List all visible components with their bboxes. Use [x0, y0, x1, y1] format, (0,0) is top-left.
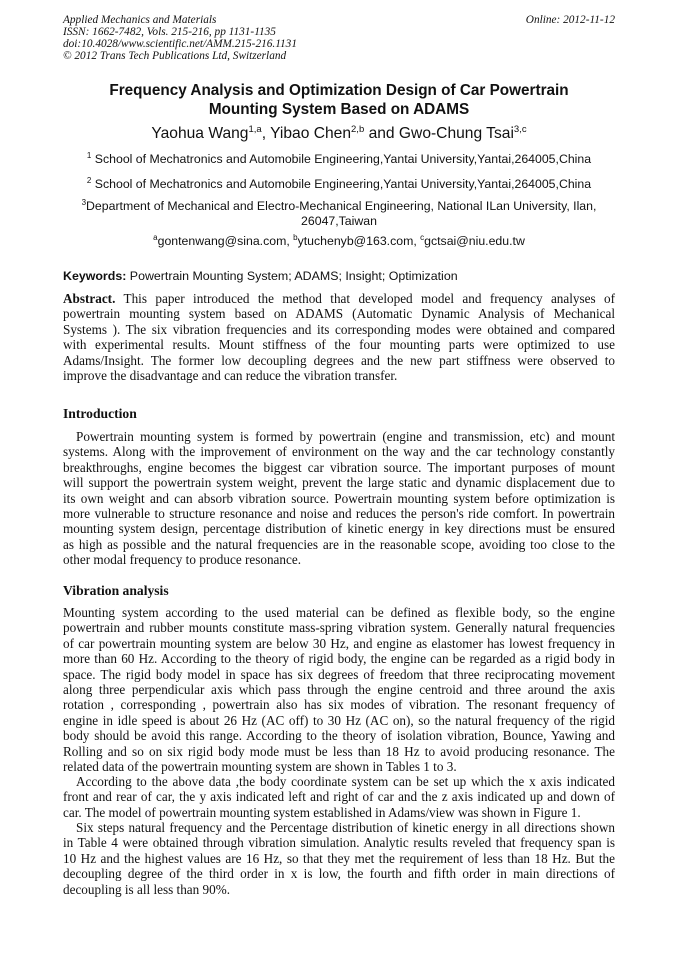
email-link[interactable]: gontenwang@sina.com,: [157, 234, 294, 248]
abstract-label: Abstract.: [63, 291, 116, 306]
keywords: [63, 269, 623, 284]
email-link[interactable]: gctsai@niu.edu.tw: [424, 234, 525, 248]
paragraph-line: Six steps natural frequency and the Percentage distribution of kinetic energy in all directions shown: [76, 820, 615, 835]
affiliation-text-continued: 26047,Taiwan: [301, 214, 377, 228]
paragraph-line: as high as possible and the natural frequencies are in the reasonable scope, avoiding too close to the: [63, 536, 615, 552]
abstract-line: This paper introduced the method that developed model and frequency analyses of: [115, 291, 615, 306]
paragraph-line: of car powertrain mounting system are below 30 Hz, and engine as elastomer has lowest frequency in: [63, 635, 615, 651]
section-heading-introduction: Introduction: [63, 406, 137, 421]
abstract: [63, 291, 615, 383]
author-emails: [20, 234, 658, 249]
paragraph-line: 10 Hz and the highest values are 16 Hz, so that they met the requirement of less than 18 Hz. But the: [63, 850, 615, 866]
journal-doi[interactable]: doi:10.4028/www.scientific.net/AMM.215-216.1131: [63, 38, 297, 50]
affiliation-marker: 3: [81, 198, 87, 207]
paragraph-line: systems. Along with the improvement of environment on the way and the car technology constantly: [63, 444, 615, 460]
paragraph-line: engine in idle speed is about 26 Hz (AC off) to 30 Hz (AC on), so the natural frequency of the rigid: [63, 712, 615, 728]
paragraph-line: more vulnerable to structure resonance and noise and reduces the person's ride comfort. In powertrain: [63, 506, 615, 522]
vibration-paragraph-3: [63, 820, 615, 897]
paragraph-line: rotation , corresponding , powertrain also has six modes of vibration. The resonant frequency of: [63, 697, 615, 713]
affiliation-marker: 1: [86, 151, 92, 160]
keywords-text: Powertrain Mounting System; ADAMS; Insight; Optimization: [126, 269, 458, 283]
journal-name: Applied Mechanics and Materials: [63, 14, 217, 26]
paragraph-line: breakthroughs, engine becomes the biggest car vibration source. The important purposes of mount: [63, 459, 615, 475]
abstract-line: powertrain mounting system based on ADAMS (Automatic Dynamic Analysis of Mechanical: [63, 306, 615, 322]
paragraph-line: space. The rigid body model in space has six degrees of freedom that three reciprocating movement: [63, 666, 615, 682]
paragraph-line: in Table 4 were obtained through vibration simulation. Analytic results reveled that frequency span is: [63, 835, 615, 851]
author-affiliation-marker: 3,c: [513, 124, 527, 135]
affiliation-3: [20, 199, 658, 229]
keywords-label: Keywords:: [63, 269, 127, 283]
paragraph-line: other modal frequency to produce resonance.: [63, 552, 302, 568]
abstract-line: Systems ). The six vibration frequencies and its corresponding modes were obtained and compared: [63, 321, 615, 337]
vibration-paragraph-1: [63, 605, 615, 774]
vibration-paragraph-2: [63, 774, 615, 820]
affiliation-marker: 2: [86, 176, 92, 185]
email-marker: c: [420, 233, 425, 242]
journal-header: [63, 14, 615, 62]
paragraph-line: car. The model of powertrain mounting system established in Adams/view was shown in Figure 1.: [63, 804, 581, 820]
abstract-line: Adams/Insight. The former low decoupling degrees and the new part stiffness were observed to: [63, 352, 615, 368]
paper-title: [40, 81, 638, 119]
paragraph-line: related data of the powertrain mounting system are shown in Tables 1 to 3.: [63, 759, 457, 775]
affiliation-1: [20, 152, 658, 167]
paragraph-line: Mounting system according to the used material can be defined as flexible body, so the engine: [63, 605, 615, 620]
paper-title-line-1: Frequency Analysis and Optimization Design of Car Powertrain: [109, 82, 569, 99]
paragraph-line: front and rear of car, the y axis indicated left and right of car and the z axis indicated up and down of: [63, 789, 615, 805]
paragraph-line: Rolling and so on six rigid body mode must be less than 18 Hz to avoid producing resonance. The: [63, 743, 615, 759]
paragraph-line: mounting system design, percentage distribution of kinetic energy in key directions must be ensured: [63, 521, 615, 537]
author-list: [20, 124, 658, 144]
paper-title-line-2: Mounting System Based on ADAMS: [208, 101, 470, 118]
paragraph-line: along three perpendicular axis which pass through the engine centroid and three around the axis: [63, 682, 615, 698]
paragraph-line: powertrain and rubber mounts constitute mass-spring vibration system. Generally natural frequencies: [63, 620, 615, 636]
paragraph-line: decoupling degree of the third order in x is low, the fourth and fifth order in main directions of: [63, 866, 615, 882]
author-name: Yibao Chen: [270, 125, 352, 142]
abstract-line: improve the disadvantage and can reduce the vibration transfer.: [63, 368, 398, 384]
paragraph-line: its own weight and can absorb vibration source. Powertrain mounting system before optimization is: [63, 490, 615, 506]
author-name: Yaohua Wang: [151, 125, 249, 142]
email-marker: a: [153, 233, 158, 242]
section-heading-vibration-analysis: Vibration analysis: [63, 583, 169, 598]
author-separator: ,: [261, 125, 271, 142]
author-affiliation-marker: 1,a: [248, 124, 262, 135]
online-date: Online: 2012-11-12: [525, 14, 615, 26]
journal-copyright: © 2012 Trans Tech Publications Ltd, Switzerland: [63, 50, 287, 62]
affiliation-2: [20, 177, 658, 192]
paragraph-line: will support the powertrain system weight, prevent the large static and dynamic displacement due to: [63, 475, 615, 491]
paragraph-line: According to the above data ,the body coordinate system can be set up which the x axis indicated: [76, 774, 615, 789]
paragraph-line: decoupling is all less than 90%.: [63, 881, 231, 897]
author-separator: and: [364, 125, 399, 142]
author-affiliation-marker: 2,b: [351, 124, 365, 135]
affiliation-text: Department of Mechanical and Electro-Mechanical Engineering, National ILan University, Ilan,: [86, 199, 597, 213]
email-marker: b: [293, 233, 298, 242]
author-name: Gwo-Chung Tsai: [398, 125, 514, 142]
abstract-line: with experimental results. Mount stiffness of the four mounting parts were optimized to use: [63, 337, 615, 353]
paragraph-line: body should be avoid this range. According to the theory of isolation vibration, Bounce, Yawing and: [63, 728, 615, 744]
email-link[interactable]: ytuchenyb@163.com,: [297, 234, 421, 248]
journal-issn: ISSN: 1662-7482, Vols. 215-216, pp 1131-1135: [63, 26, 276, 38]
affiliation-text: School of Mechatronics and Automobile Engineering,Yantai University,Yantai,264005,China: [91, 177, 592, 191]
paragraph-line: Powertrain mounting system is formed by powertrain (engine and transmission, etc) and mount: [76, 429, 615, 444]
introduction-paragraph: [63, 429, 615, 568]
paragraph-line: more than 60 Hz. According to the theory of rigid body, the engine can be regarded as a rigid body in: [63, 651, 615, 667]
affiliation-text: School of Mechatronics and Automobile Engineering,Yantai University,Yantai,264005,China: [91, 152, 592, 166]
